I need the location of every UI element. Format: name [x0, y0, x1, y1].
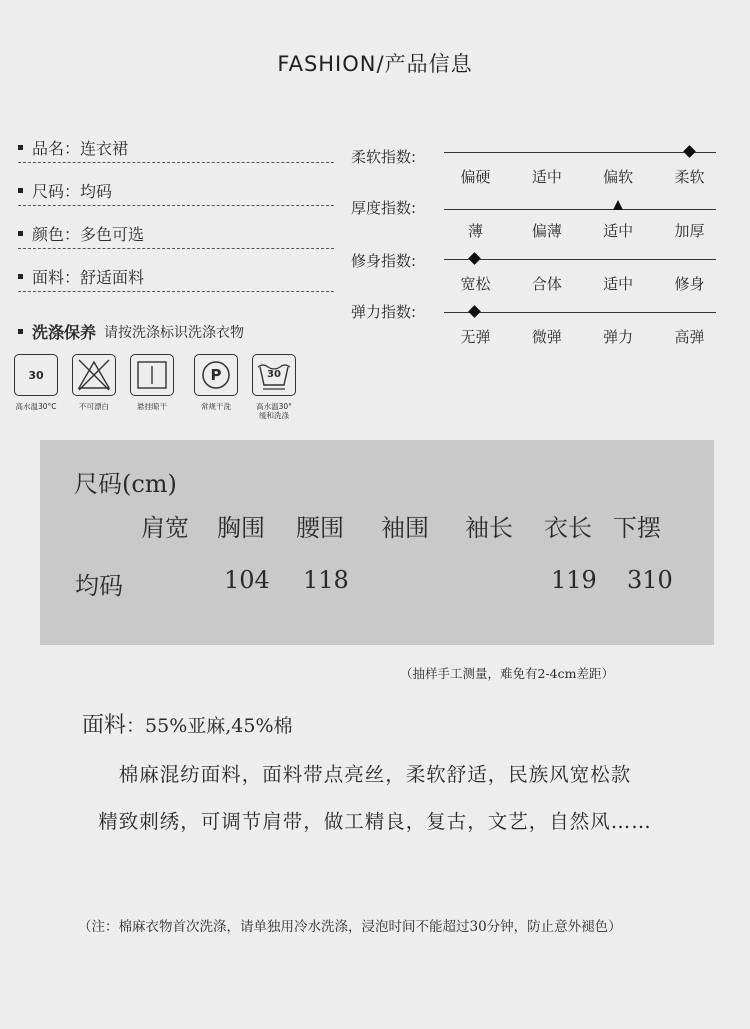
index-option: 薄	[467, 222, 483, 240]
info-color	[18, 219, 334, 249]
measure-note: （抽样手工测量，难免有2-4cm差距）	[400, 666, 614, 681]
info-fabric-text: 面料：舒适面料	[32, 268, 145, 287]
index-option: 弹力	[603, 328, 634, 346]
description-line-1: 棉麻混纺面料，面料带点亮丝，柔软舒适，民族风宽松款	[118, 763, 632, 786]
index-option: 适中	[603, 275, 634, 293]
size-table-title: 尺码(cm)	[74, 470, 177, 498]
wash-30-icon	[14, 354, 58, 396]
index-option: 偏软	[603, 168, 634, 186]
size-header: 胸围	[217, 514, 265, 542]
gentle-wash-temp-text: 30	[267, 369, 281, 380]
index-options-elasticity	[440, 326, 725, 347]
care-caption: 高水温30°C	[15, 402, 57, 411]
index-label-thickness: 厚度指数:	[351, 199, 417, 217]
index-option: 宽松	[460, 275, 491, 293]
care-item	[190, 354, 242, 411]
care-item	[10, 354, 62, 411]
size-header: 下摆	[613, 514, 661, 542]
index-option: 无弹	[460, 328, 491, 346]
info-name-text: 品名：连衣裙	[32, 139, 129, 158]
care-item	[126, 354, 178, 411]
bullet-icon	[18, 329, 23, 334]
index-options-fit	[440, 273, 725, 294]
size-table	[40, 440, 714, 645]
index-option: 合体	[531, 275, 562, 293]
care-caption-line1: 高水温30°	[256, 402, 292, 411]
index-options-softness	[440, 166, 725, 187]
info-name	[18, 133, 334, 163]
care-item	[248, 354, 300, 420]
index-marker-diamond-icon	[468, 305, 481, 318]
care-item	[68, 354, 120, 411]
index-label-fit: 修身指数:	[351, 252, 417, 270]
bullet-icon	[18, 231, 23, 236]
care-caption-line2: 缓和洗涤	[259, 411, 289, 420]
wash-desc: 请按洗涤标识洗涤衣物	[104, 324, 245, 341]
index-option: 适中	[603, 222, 634, 240]
index-option: 偏薄	[531, 222, 562, 240]
index-option: 微弹	[531, 328, 562, 346]
index-line-thickness	[444, 209, 716, 210]
page-title: FASHION/产品信息	[277, 52, 473, 76]
info-fabric	[18, 262, 334, 292]
info-size	[18, 176, 334, 206]
index-label-softness: 柔软指数:	[351, 148, 417, 166]
wash-title: 洗涤保养	[32, 323, 97, 342]
fabric-value: 55%亚麻,45%棉	[145, 715, 293, 737]
size-value: 118	[303, 566, 349, 594]
care-caption	[248, 402, 300, 420]
wash-temp-text: 30	[28, 368, 44, 382]
index-label-elasticity: 弹力指数:	[351, 303, 417, 321]
size-value: 104	[224, 566, 270, 594]
description-line-2: 精致刺绣，可调节肩带，做工精良，复古，文艺，自然风……	[98, 810, 652, 833]
size-row-label: 均码	[75, 572, 123, 600]
care-caption: 不可漂白	[79, 402, 109, 411]
care-caption: 常规干洗	[201, 402, 231, 411]
fabric-line: 面料：55%亚麻,45%棉	[82, 713, 293, 738]
index-option: 高弹	[674, 328, 705, 346]
index-option: 柔软	[674, 168, 705, 186]
index-option: 加厚	[674, 222, 705, 240]
bullet-icon	[18, 188, 23, 193]
hang-dry-icon	[130, 354, 174, 396]
index-marker-triangle-icon	[613, 200, 623, 210]
index-line-fit	[444, 259, 716, 260]
index-options-thickness	[440, 220, 725, 241]
size-value: 119	[551, 566, 597, 594]
gentle-wash-30-icon	[252, 354, 296, 396]
index-line-softness	[444, 152, 716, 153]
index-marker-diamond-icon	[683, 145, 696, 158]
index-option: 适中	[531, 168, 562, 186]
size-header: 袖围	[381, 514, 429, 542]
size-header: 衣长	[544, 514, 592, 542]
size-header: 袖长	[465, 514, 513, 542]
bullet-icon	[18, 274, 23, 279]
index-line-elasticity	[444, 312, 716, 313]
size-value: 310	[627, 566, 673, 594]
bullet-icon	[18, 145, 23, 150]
size-header: 肩宽	[141, 514, 189, 542]
wash-note: （注：棉麻衣物首次洗涤，请单独用冷水洗涤，浸泡时间不能超过30分钟，防止意外褪色）	[78, 919, 622, 935]
care-caption: 悬挂晾干	[137, 402, 167, 411]
wash-heading	[18, 320, 244, 343]
fabric-label: 面料	[82, 713, 127, 738]
index-marker-diamond-icon	[468, 252, 481, 265]
no-bleach-icon	[72, 354, 116, 396]
dry-clean-letter: P	[210, 366, 222, 384]
info-size-text: 尺码：均码	[32, 182, 113, 201]
size-header: 腰围	[296, 514, 344, 542]
info-color-text: 颜色：多色可选	[32, 225, 145, 244]
index-option: 偏硬	[460, 168, 491, 186]
dry-clean-p-icon	[194, 354, 238, 396]
index-option: 修身	[674, 275, 705, 293]
